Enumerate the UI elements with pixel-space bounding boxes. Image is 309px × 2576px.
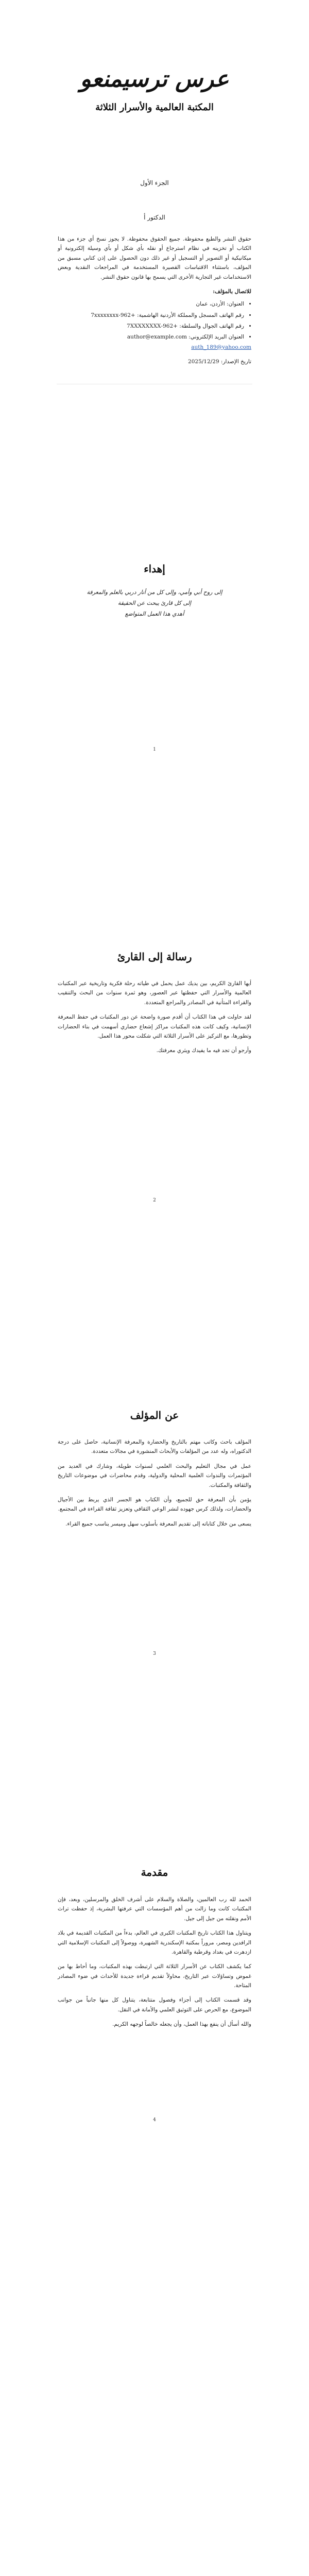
book-author: الدكتور أ — [144, 214, 165, 221]
release-date: تاريخ الإصدار: 2025/12/29 — [188, 359, 251, 365]
email-link[interactable]: auth_189@yahoo.com — [191, 344, 251, 350]
dedication-line: إلى روح أبي وأمي، وإلى كل من أنار دربي بالعلم والمعرفة — [87, 589, 222, 596]
reader-message-heading: رسالة إلى القارئ — [117, 951, 192, 963]
dedication-lines — [0, 587, 309, 620]
paragraph: والله أسأل أن ينفع بهذا العمل، وأن يجعله خالصاً لوجهه الكريم. — [112, 2021, 251, 2028]
copyright-block — [58, 234, 251, 372]
book-subtitle: المكتبة العالمية والأسرار الثلاثة — [95, 102, 214, 113]
paragraph: يسعى من خلال كتاباته إلى تقديم المعرفة بأسلوب سهل وميسر يناسب جميع القراء. — [65, 1520, 251, 1527]
paragraph: وأرجو أن تجد فيه ما يفيدك ويثري معرفتك. — [156, 1047, 251, 1054]
about-author-body — [58, 1437, 251, 1534]
about-author-heading: عن المؤلف — [130, 1409, 179, 1421]
page-number: 3 — [153, 1651, 156, 1656]
contact-heading: للاتصال بالمؤلف: — [213, 288, 251, 295]
book-part: الجزء الأول — [140, 179, 169, 187]
cover-page — [0, 0, 309, 227]
paragraph: كما يكشف الكتاب عن الأسرار الثلاثة التي ارتبطت بهذه المكتبات، وما أحاط بها من غموض وتساؤلات عبر التاريخ، محاولاً تقديم قراءة جديدة للأحداث في ضوء المصادر المتاحة. — [58, 1963, 251, 1989]
contact-item: • العنوان البريد الإلكتروني: author@example.com — [58, 332, 244, 342]
paragraph: أيها القارئ الكريم، بين يديك عمل يحمل في طياته رحلة فكرية وتاريخية عبر المكتبات العالمية والأسرار التي حفظتها عبر العصور، وهو ثمرة سنوات من البحث والتنقيب والقراءة المتأنية في المصادر والمراجع المتعددة. — [58, 980, 251, 1006]
paragraph: الحمد لله رب العالمين، والصلاة والسلام على أشرف الخلق والمرسلين، وبعد، فإن المكتبات كانت وما زالت من أهم المؤسسات التي عرفتها البشرية، إذ حفظت تراث الأمم ونقلته من جيل إلى جيل. — [58, 1896, 251, 1922]
dedication-line: أهدي هذا العمل المتواضع — [125, 610, 184, 617]
dedication-heading: إهداء — [144, 563, 165, 575]
contact-list — [58, 299, 251, 342]
introduction-body — [58, 1895, 251, 2035]
paragraph: عمل في مجال التعليم والبحث العلمي لسنوات طويلة، وشارك في العديد من المؤتمرات والندوات العلمية المحلية والدولية، وقدم محاضرات في موضوعات التاريخ والثقافة والمكتبات. — [58, 1463, 251, 1488]
paragraph: وقد قسمت الكتاب إلى أجزاء وفصول متتابعة، يتناول كل منها جانباً من جوانب الموضوع، مع الحرص على التوثيق العلمي والأمانة في النقل. — [58, 1997, 251, 2013]
contact-item: • رقم الهاتف الجوال والسلطة: +962-7XXXXXXXX — [58, 321, 244, 331]
book-title: عرس ترسيمنعو — [80, 66, 229, 92]
introduction-heading: مقدمة — [141, 1866, 168, 1878]
contact-item: • رقم الهاتف المسجل والمملكة الأردنية الهاشمية: +962-7xxxxxxxx — [58, 311, 244, 320]
contact-item: • العنوان: الأردن، عمان — [58, 299, 244, 309]
page-number: 4 — [153, 2117, 156, 2123]
paragraph: لقد حاولت في هذا الكتاب أن أقدم صورة واضحة عن دور المكتبات في حفظ المعرفة الإنسانية، وكيف كانت هذه المكتبات مراكز إشعاع حضاري أسهمت في بناء الحضارات وتطورها، مع التركيز على الأسرار الثلاثة التي شكلت محور هذا العمل. — [58, 1014, 251, 1039]
reader-message-body — [58, 979, 251, 1061]
page-number: 2 — [153, 1198, 156, 1203]
dedication-line: إلى كل قارئ يبحث عن الحقيقة — [117, 599, 192, 606]
page-number: 1 — [153, 747, 156, 752]
paragraph: يؤمن بأن المعرفة حق للجميع، وأن الكتاب هو الجسر الذي يربط بين الأجيال والحضارات، ولذلك كرس جهوده لنشر الوعي الثقافي وتعزيز ثقافة القراءة في المجتمع. — [58, 1496, 251, 1513]
copyright-text: حقوق النشر والطبع محفوظة. جميع الحقوق محفوظة. لا يجوز نسخ أي جزء من هذا الكتاب أو تخزينه في نظام استرجاع أو نقله بأي شكل أو بأي وسيلة إلكترونية أو ميكانيكية أو التصوير أو التسجيل أو غير ذلك دون الحصول على إذن كتابي مسبق من المؤلف، باستثناء الاقتباسات القصيرة المستخدمة في المراجعات النقدية وبعض الاستخدامات غير التجارية الأخرى التي يسمح بها قانون حقوق النشر. — [58, 236, 251, 280]
paragraph: المؤلف باحث وكاتب مهتم بالتاريخ والحضارة والمعرفة الإنسانية، حاصل على درجة الدكتوراه، وله عدد من المؤلفات والأبحاث المنشورة في مجالات متعددة. — [58, 1439, 251, 1455]
paragraph: ويتناول هذا الكتاب تاريخ المكتبات الكبرى في العالم، بدءاً من المكتبات القديمة في بلاد الرافدين ومصر، مروراً بمكتبة الإسكندرية الشهيرة، ووصولاً إلى المكتبات الإسلامية التي ازدهرت في بغداد وقرطبة والقاهرة. — [58, 1930, 251, 1955]
